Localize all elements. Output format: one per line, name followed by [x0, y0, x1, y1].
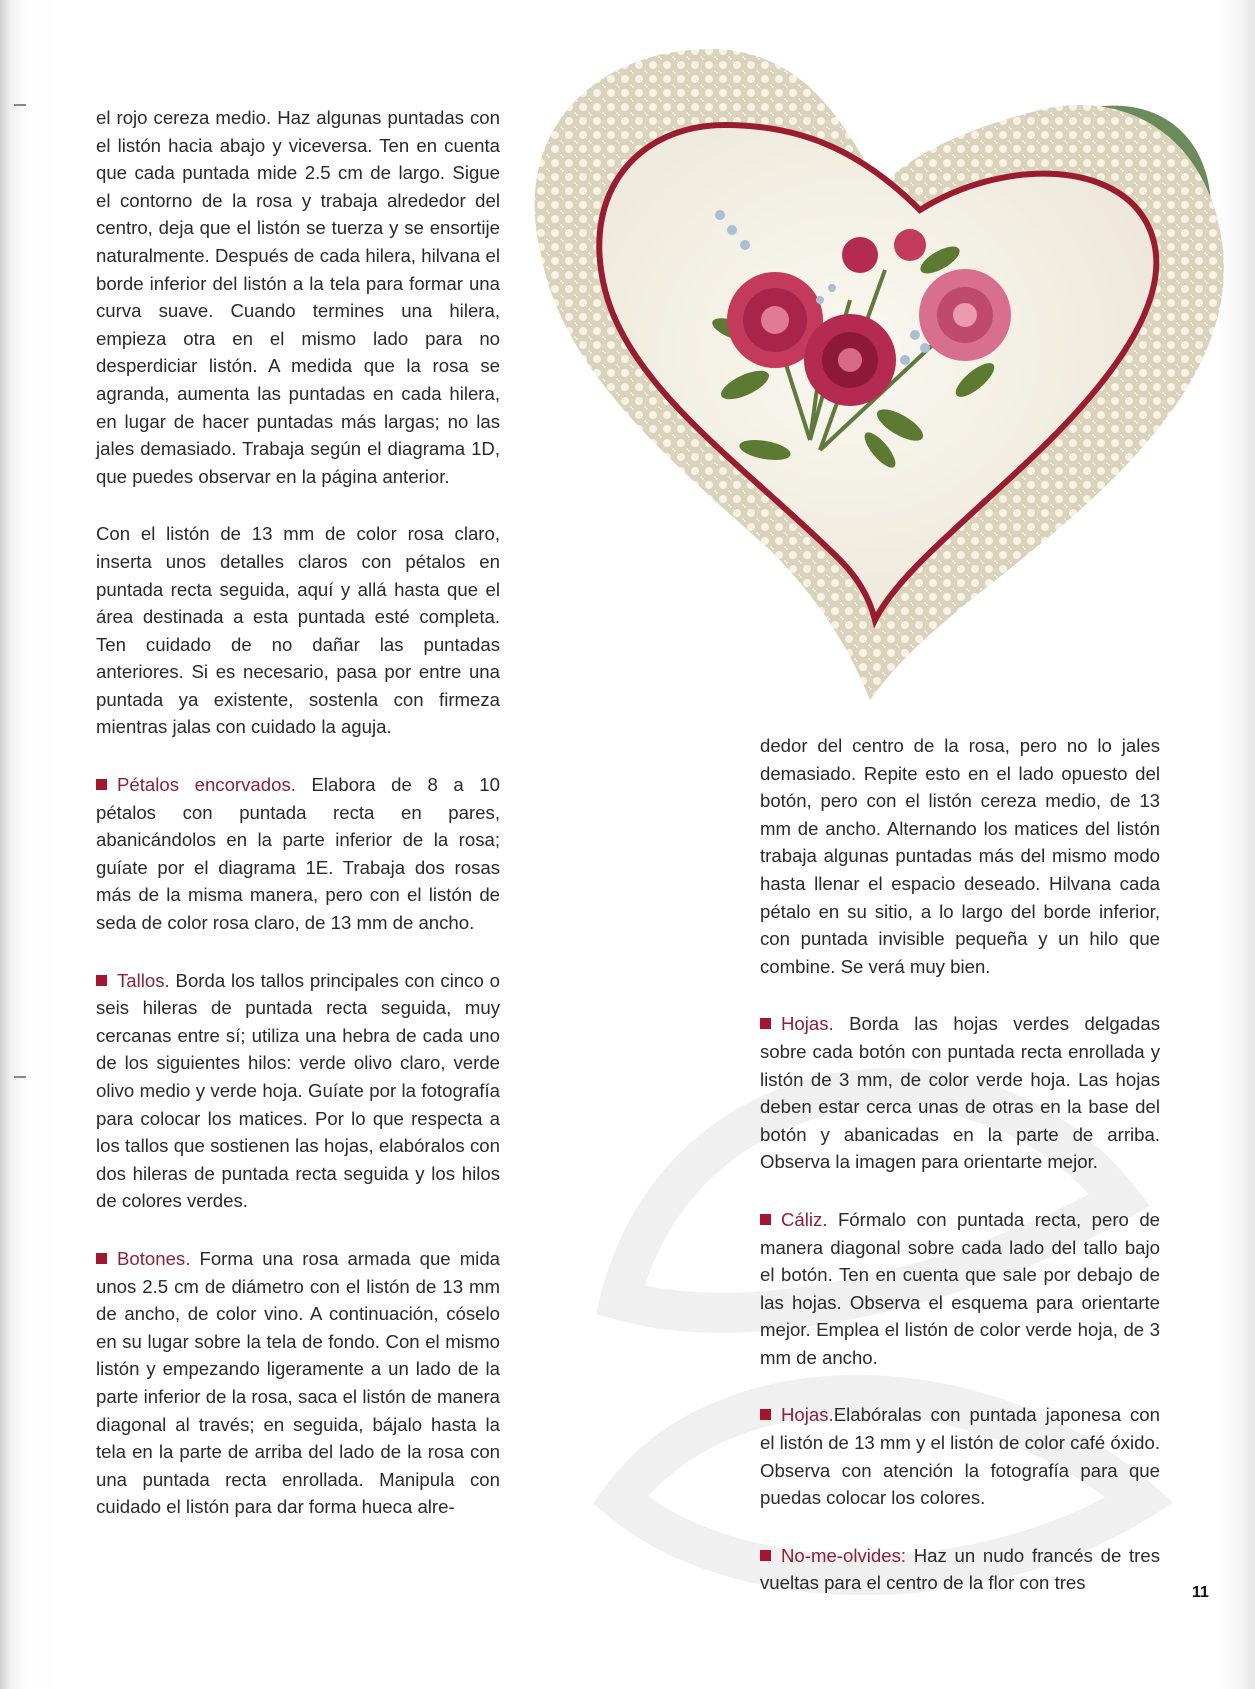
section-heading: Tallos.	[117, 969, 170, 991]
section-body: Borda los tallos principales con cinco o seis hileras de puntada recta seguida, muy cercanas entre sí; utiliza una hebra de cada uno de los siguientes hilos: verde olivo claro, verde olivo medio y verde hoja. Guíate por la fotografía para colocar los matices. Por lo que respecta a los tallos que sostienen las hojas, elabóralos con dos hileras de puntada recta seguida y los hilos de colores verdes.	[96, 969, 500, 1212]
paragraph-rose-rows: el rojo cereza medio. Haz algunas puntadas con el listón hacia abajo y viceversa. Ten en cuenta que cada puntada mide 2.5 cm de largo. Sigue el contorno de la rosa y trabaja alrededor del centro, deja que el listón se tuerza y se ensortije naturalmente. Después de cada hilera, hilvana el borde inferior del listón a la tela para formar una curva suave. Cuando termines una hilera, empieza otra en el mismo lado para no desperdiciar listón. A medida que la rosa se agranda, aumenta las puntadas en cada hilera, en lugar de hacer puntadas más largas; no las jales demasiado. Trabaja según el diagrama 1D, que puedes observar en la página anterior.	[96, 107, 500, 487]
bullet-square-icon	[96, 1253, 107, 1264]
section-body: Fórmalo con puntada recta, pero de manera diagonal sobre cada lado del tallo bajo el botón. Ten en cuenta que sale por debajo de las hojas. Observa el esquema para orientarte mejor. Emplea el listón de color verde hoja, de 3 mm de ancho.	[760, 1208, 1160, 1368]
section-heading: No-me-olvides:	[781, 1544, 907, 1566]
bullet-square-icon	[760, 1018, 771, 1029]
section-caliz	[760, 1206, 1160, 1372]
section-heading: Cáliz.	[781, 1208, 828, 1230]
bullet-square-icon	[760, 1214, 771, 1225]
section-botones	[96, 1245, 500, 1521]
section-heading: Pétalos encorvados.	[117, 774, 296, 796]
paragraph-pink-details: Con el listón de 13 mm de color rosa claro, inserta unos detalles claros con pétalos en puntada recta seguida, aquí y allá hasta que el área destinada a esta puntada esté completa. Ten cuidado de no dañar las puntadas anteriores. Si es necesario, pasa por entre una puntada ya existente, sostenla con firmeza mientras jalas con cuidado la aguja.	[96, 523, 500, 738]
section-body: Elabora de 8 a 10 pétalos con puntada recta en pares, abanicándolos en la parte inferior de la rosa; guíate por el diagrama 1E. Trabaja dos rosas más de la misma manera, pero con el listón de seda de color rosa claro, de 13 mm de ancho.	[96, 774, 500, 934]
heart-pillow-photo	[520, 30, 1240, 720]
section-tallos	[96, 967, 500, 1215]
section-body: Forma una rosa armada que mida unos 2.5 cm de diámetro con el listón de 13 mm de ancho, de color vino. A continuación, cóselo en su lugar sobre la tela de fondo. Con el mismo listón y empezando ligeramente a un lado de la parte inferior de la rosa, saca el listón de manera diagonal al través; en seguida, bájalo hasta la tela en la parte de arriba del lado de la rosa con una puntada recta enrollada. Manipula con cuidado el listón para dar forma hueca alre-	[96, 1247, 500, 1518]
section-heading: Hojas.	[781, 1013, 834, 1035]
section-hojas	[760, 1010, 1160, 1176]
page-number: 11	[1192, 1584, 1209, 1601]
section-no-me-olvides	[760, 1542, 1160, 1597]
bullet-square-icon	[96, 779, 107, 790]
section-body: Elabóralas con puntada japonesa con el listón de 13 mm y el listón de color café óxido. Observa con atención la fotografía para que puedas colocar los colores.	[760, 1404, 1160, 1509]
section-petalos	[96, 771, 500, 937]
bullet-square-icon	[760, 1550, 771, 1561]
edge-mark	[14, 104, 26, 106]
edge-mark	[14, 1076, 26, 1078]
section-body: Haz un nudo francés de tres vueltas para el centro de la flor con tres	[760, 1544, 1160, 1594]
bullet-square-icon	[760, 1409, 771, 1420]
left-column	[96, 104, 500, 1551]
right-column	[760, 732, 1160, 1627]
section-heading: Hojas.	[781, 1404, 834, 1426]
section-hojas-japonesa	[760, 1401, 1160, 1511]
section-heading: Botones.	[117, 1247, 191, 1269]
bullet-square-icon	[96, 975, 107, 986]
section-body: Borda las hojas verdes delgadas sobre cada botón con puntada recta enrollada y listón de 3 mm, de color verde hoja. Las hojas deben estar cerca unas de otras en la base del botón y abanicadas en la parte de arriba. Observa la imagen para orientarte mejor.	[760, 1013, 1160, 1173]
paragraph-botones-continued: dedor del centro de la rosa, pero no lo jales demasiado. Repite esto en el lado opuesto del botón, pero con el listón cereza medio, de 13 mm de ancho. Alternando los matices del listón trabaja algunas puntadas más del mismo modo hasta llenar el espacio deseado. Hilvana cada pétalo en su sitio, a lo largo del borde inferior, con puntada invisible pequeña y un hilo que combine. Se verá muy bien.	[760, 735, 1160, 977]
